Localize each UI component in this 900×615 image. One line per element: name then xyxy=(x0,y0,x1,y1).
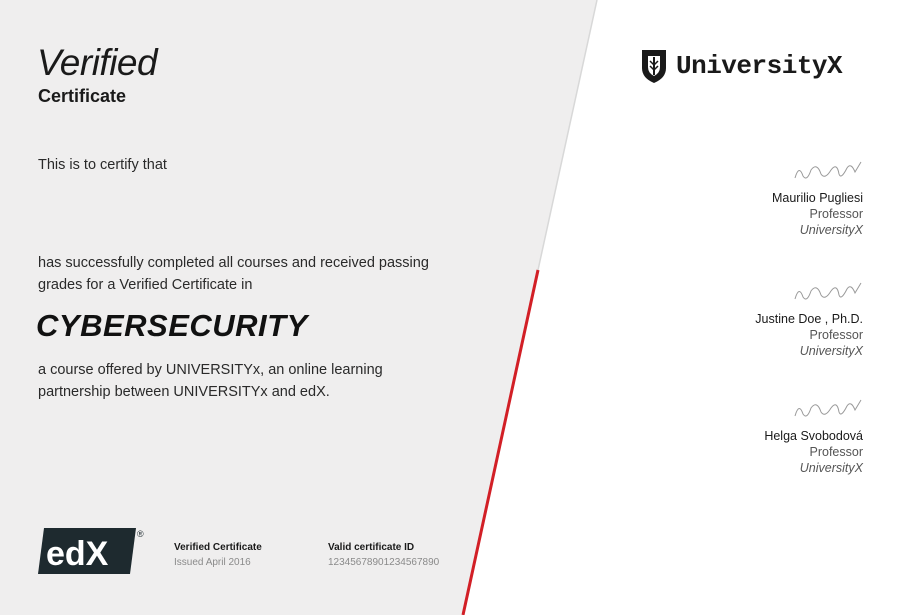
offered-text-line-1: a course offered by UNIVERSITYx, an online learning xyxy=(38,362,383,378)
institution-name: UniversityX xyxy=(676,51,843,81)
completion-text-line-1: has successfully completed all courses and received passing xyxy=(38,255,429,271)
signatory-title: Professor xyxy=(809,207,863,221)
signatory-organization: UniversityX xyxy=(799,223,863,237)
signature-image xyxy=(791,396,863,424)
signatory-1 xyxy=(772,158,863,238)
certify-intro: This is to certify that xyxy=(38,157,167,173)
signatory-name: Justine Doe , Ph.D. xyxy=(755,312,863,326)
edx-logo-text: edX xyxy=(46,535,109,573)
offered-text-line-2: partnership between UNIVERSITYx and edX. xyxy=(38,384,330,400)
signatory-organization: UniversityX xyxy=(799,344,863,358)
signatory-2 xyxy=(755,279,863,359)
signatory-3 xyxy=(764,396,863,476)
signatory-name: Maurilio Pugliesi xyxy=(771,191,863,205)
registered-mark: ® xyxy=(137,529,144,539)
signatory-title: Professor xyxy=(809,445,863,459)
signatory-name: Helga Svobodová xyxy=(764,429,863,443)
certificate-id-block xyxy=(328,540,439,570)
signature-image xyxy=(791,158,863,186)
edx-logo xyxy=(38,522,144,578)
course-name: CYBERSECURITY xyxy=(36,308,308,343)
certificate-type-block xyxy=(174,540,262,570)
signatory-organization: UniversityX xyxy=(799,461,863,475)
shield-icon xyxy=(640,48,668,84)
certificate-subtitle: Certificate xyxy=(38,86,127,106)
institution-logo xyxy=(640,48,842,84)
issued-date: Issued April 2016 xyxy=(174,557,251,568)
certificate-title: Verified xyxy=(37,42,158,83)
certificate-id-label: Valid certificate ID xyxy=(328,542,415,553)
signatory-title: Professor xyxy=(809,328,863,342)
certificate-type-label: Verified Certificate xyxy=(174,542,262,553)
certificate-id-value: 12345678901234567890 xyxy=(328,557,440,568)
completion-text-line-2: grades for a Verified Certificate in xyxy=(38,277,253,293)
signature-image xyxy=(791,279,863,307)
